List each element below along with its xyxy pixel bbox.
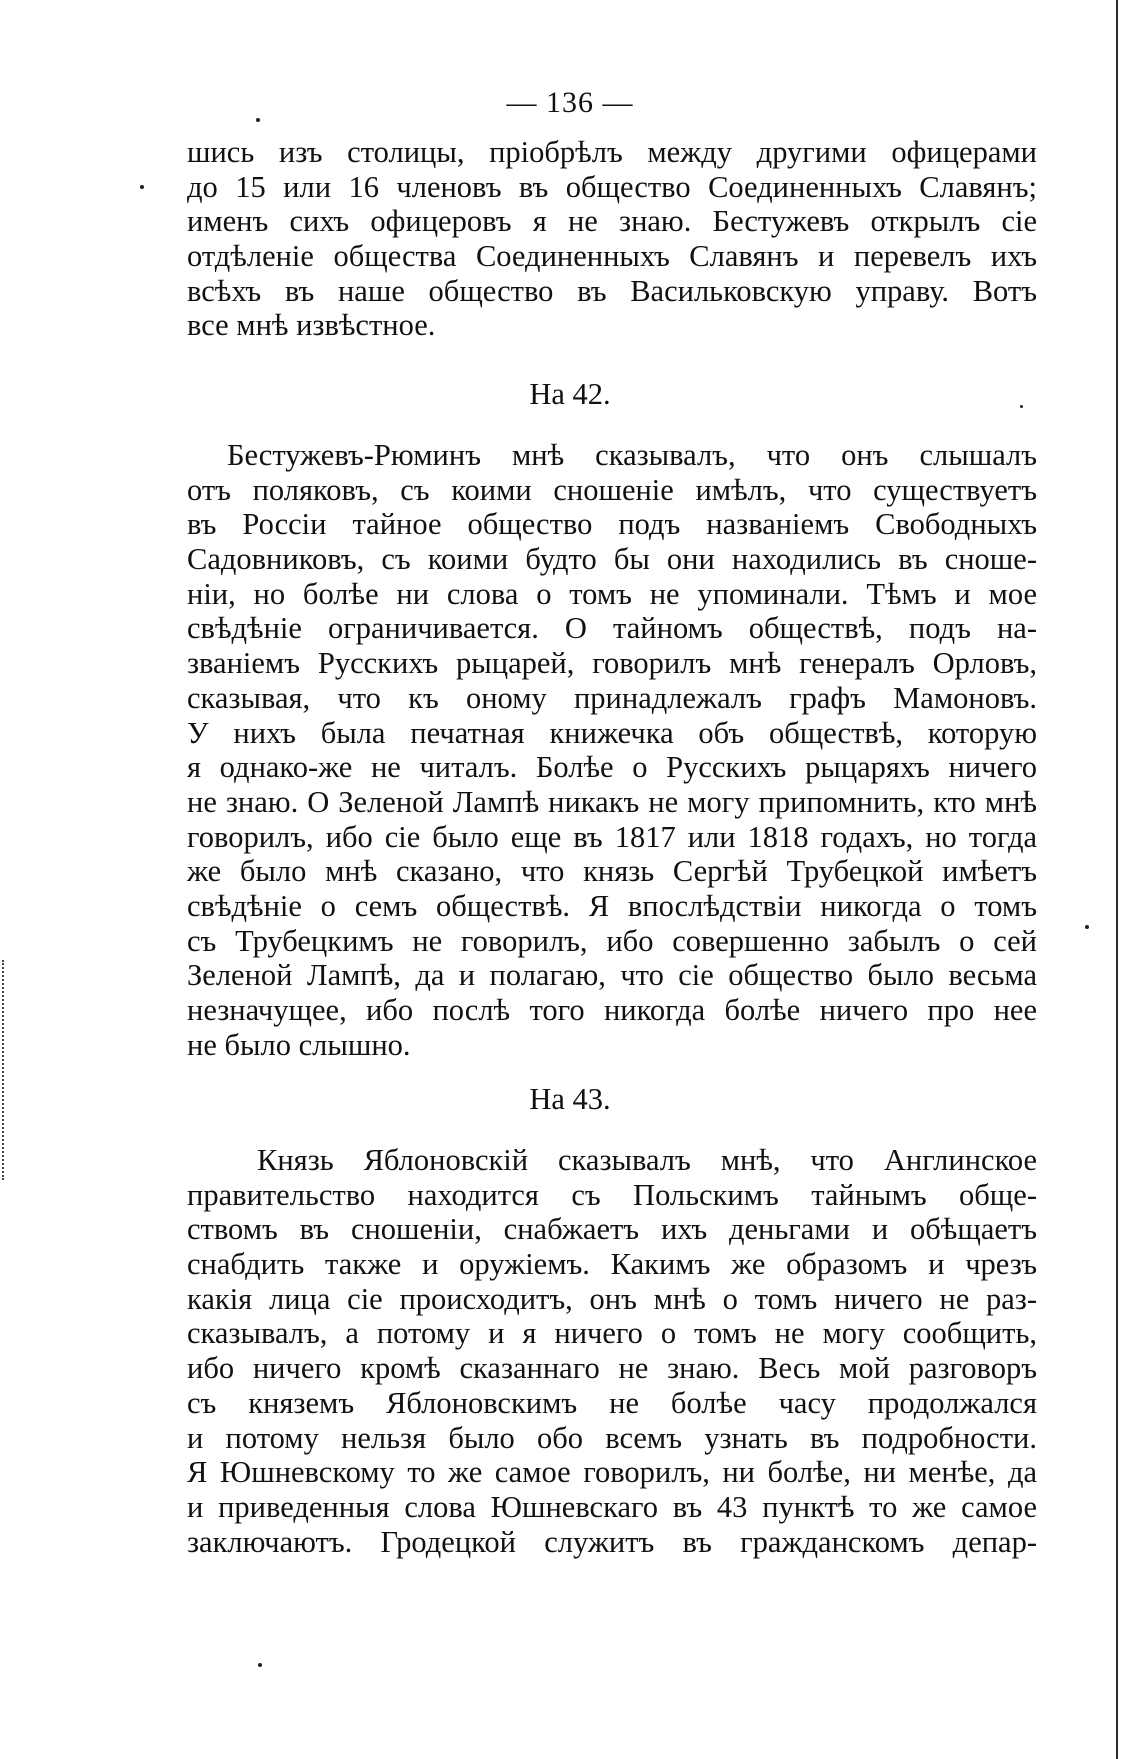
- text-line: отъ поляковъ, съ коими сношеніе имѣлъ, что существуетъ: [187, 472, 1037, 507]
- paragraph-1: [187, 135, 1037, 343]
- section-heading-42: На 42.: [529, 377, 611, 411]
- page-number: — 136 —: [506, 86, 634, 119]
- text-line: свѣдѣніе о семъ обществѣ. Я впослѣдствіи никогда о томъ: [187, 888, 1037, 923]
- page-edge-line: [1116, 0, 1118, 1759]
- scan-speck: [258, 1663, 262, 1667]
- text-line: съ Трубецкимъ не говорилъ, ибо совершенно забылъ о сей: [187, 923, 1037, 958]
- text-line: и приведенныя слова Юшневскаго въ 43 пунктѣ то же самое: [187, 1489, 1037, 1524]
- paragraph-42: [187, 438, 1037, 1062]
- text-line: всѣхъ въ наше общество въ Васильковскую управу. Вотъ: [187, 273, 1037, 308]
- text-line: все мнѣ извѣстное.: [187, 308, 436, 343]
- scan-speck: [140, 185, 144, 189]
- text-line: сказывалъ, а потому и я ничего о томъ не могу сообщить,: [187, 1316, 1037, 1351]
- text-line: до 15 или 16 членовъ въ общество Соединенныхъ Славянъ;: [187, 169, 1037, 204]
- text-line: свѣдѣніе ограничивается. О тайномъ обществѣ, подъ на-: [187, 611, 1037, 646]
- paragraph-43: [187, 1143, 1037, 1559]
- text-line: званіемъ Русскихъ рыцарей, говорилъ мнѣ генералъ Орловъ,: [187, 646, 1037, 681]
- text-line: ніи, но болѣе ни слова о томъ не упоминали. Тѣмъ и мое: [187, 576, 1037, 611]
- text-line: ибо ничего кромѣ сказаннаго не знаю. Весь мой разговоръ: [187, 1351, 1037, 1386]
- text-line: шись изъ столицы, пріобрѣлъ между другими офицерами: [187, 135, 1037, 169]
- scan-speck: [1085, 925, 1089, 929]
- text-line: въ Россіи тайное общество подъ названіемъ Свободныхъ: [187, 507, 1037, 542]
- margin-marks: [2, 960, 10, 1180]
- text-line: снабдить также и оружіемъ. Какимъ же образомъ и чрезъ: [187, 1247, 1037, 1282]
- text-line: ствомъ въ сношеніи, снабжаетъ ихъ деньгами и обѣщаетъ: [187, 1212, 1037, 1247]
- text-line: Князь Яблоновскій сказывалъ мнѣ, что Англинское: [257, 1143, 1037, 1177]
- text-line: Садовниковъ, съ коими будто бы они находились въ сноше-: [187, 542, 1037, 577]
- scan-speck: [1020, 405, 1023, 408]
- text-line: же было мнѣ сказано, что князь Сергѣй Трубецкой имѣетъ: [187, 854, 1037, 889]
- text-line: заключаютъ. Гродецкой служитъ въ гражданскомъ депар-: [187, 1524, 1037, 1559]
- text-line: говорилъ, ибо сіе было еще въ 1817 или 1818 годахъ, но тогда: [187, 819, 1037, 854]
- text-line: незначущее, ибо послѣ того никогда болѣе ничего про нее: [187, 993, 1037, 1027]
- text-line: сказывая, что къ оному принадлежалъ графъ Мамоновъ.: [187, 680, 1037, 715]
- text-line: я однако-же не читалъ. Болѣе о Русскихъ рыцаряхъ ничего: [187, 750, 1037, 785]
- section-heading-43: На 43.: [529, 1082, 611, 1116]
- text-line: отдѣленіе общества Соединенныхъ Славянъ и перевелъ ихъ: [187, 239, 1037, 274]
- text-line: какія лица сіе происходитъ, онъ мнѣ о томъ ничего не раз-: [187, 1281, 1037, 1316]
- text-line: Зеленой Лампѣ, да и полагаю, что сіе общество было весьма: [187, 958, 1037, 993]
- text-line: не знаю. О Зеленой Лампѣ никакъ не могу припомнить, кто мнѣ: [187, 784, 1037, 819]
- scan-speck: [256, 118, 260, 122]
- text-line: правительство находится съ Польскимъ тайнымъ обще-: [187, 1177, 1037, 1212]
- text-line: У нихъ была печатная книжечка объ обществѣ, которую: [187, 715, 1037, 750]
- text-line: именъ сихъ офицеровъ я не знаю. Бестужевъ открылъ сіе: [187, 204, 1037, 239]
- text-line: Я Юшневскому то же самое говорилъ, ни болѣе, ни менѣе, да: [187, 1455, 1037, 1490]
- text-line: не было слышно.: [187, 1027, 411, 1062]
- text-line: съ княземъ Яблоновскимъ не болѣе часу продолжался: [187, 1385, 1037, 1420]
- text-line: и потому нельзя было обо всемъ узнать въ подробности.: [187, 1420, 1037, 1455]
- text-line: Бестужевъ-Рюминъ мнѣ сказывалъ, что онъ слышалъ: [227, 438, 1037, 472]
